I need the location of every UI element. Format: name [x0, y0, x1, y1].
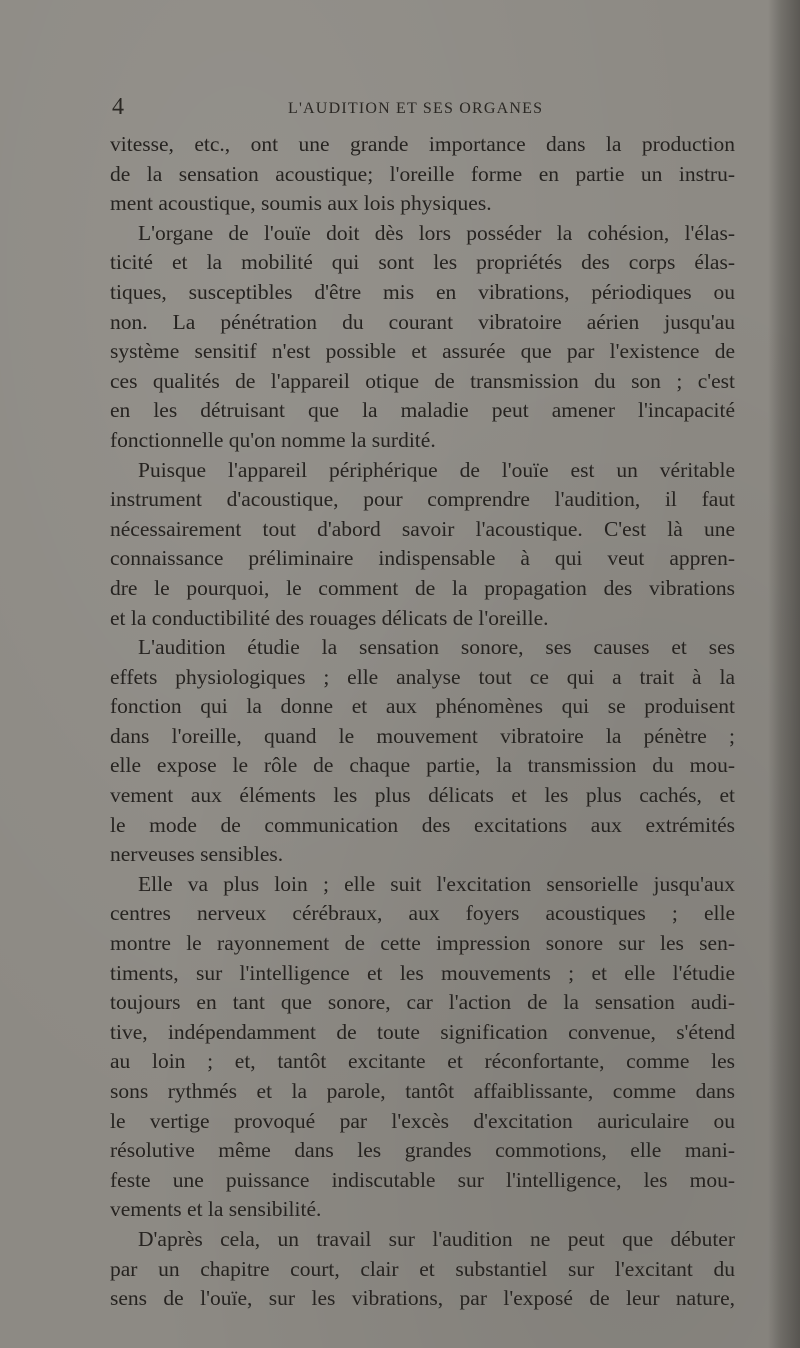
text-line: sons rythmés et la parole, tantôt affaiblissante, comme dans	[110, 1079, 735, 1103]
text-line: toujours en tant que sonore, car l'action de la sensation audi-	[110, 990, 735, 1015]
text-line: résolutive même dans les grandes commotions, elle mani-	[110, 1138, 735, 1163]
page-edge-shadow	[768, 0, 800, 1348]
text-line: L'organe de l'ouïe doit dès lors posséder la cohésion, l'élas-	[138, 220, 735, 245]
text-line: effets physiologiques ; elle analyse tout ce qui a trait à la	[110, 664, 735, 689]
text-line: en les détruisant que la maladie peut amener l'incapacité	[110, 398, 735, 423]
text-line: au loin ; et, tantôt excitante et réconfortante, comme les	[110, 1049, 735, 1074]
text-line: fonctionnelle qu'on nomme la surdité.	[110, 427, 436, 452]
text-line: connaissance préliminaire indispensable à qui veut appren-	[110, 546, 735, 571]
text-line: Puisque l'appareil périphérique de l'ouïe est un véritable	[138, 457, 735, 482]
text-line: fonction qui la donne et aux phénomènes qui se produisent	[110, 694, 735, 719]
text-line: nerveuses sensibles.	[110, 842, 284, 867]
page-header	[112, 94, 732, 124]
text-line: dans l'oreille, quand le mouvement vibratoire la pénètre ;	[110, 723, 735, 748]
text-line: montre le rayonnement de cette impression sonore sur les sen-	[110, 931, 735, 956]
text-line: timents, sur l'intelligence et les mouvements ; et elle l'étudie	[110, 960, 735, 985]
text-line: par un chapitre court, clair et substantiel sur l'excitant du	[110, 1256, 735, 1281]
text-line: vements et la sensibilité.	[110, 1197, 322, 1222]
text-line: sens de l'ouïe, sur les vibrations, par l'exposé de leur nature,	[110, 1286, 735, 1311]
running-title: L'AUDITION ET SES ORGANES	[288, 100, 544, 117]
text-line: vement aux éléments les plus délicats et les plus cachés, et	[110, 783, 735, 808]
text-line: ment acoustique, soumis aux lois physiques.	[110, 191, 492, 216]
text-line: le mode de communication des excitations aux extrémités	[110, 812, 735, 837]
text-line: tive, indépendamment de toute signification convenue, s'étend	[110, 1019, 735, 1044]
text-line: et la conductibilité des rouages délicats de l'oreille.	[110, 605, 549, 630]
text-line: centres nerveux cérébraux, aux foyers acoustiques ; elle	[110, 901, 735, 926]
page-number: 4	[112, 94, 124, 120]
text-line: non. La pénétration du courant vibratoire aérien jusqu'au	[110, 309, 735, 334]
body-text	[110, 130, 735, 1314]
text-line: vitesse, etc., ont une grande importance dans la production	[110, 132, 735, 156]
text-line: ces qualités de l'appareil otique de transmission du son ; c'est	[110, 368, 735, 393]
text-line: dre le pourquoi, le comment de la propagation des vibrations	[110, 575, 735, 600]
text-line: instrument d'acoustique, pour comprendre l'audition, il faut	[110, 487, 735, 512]
text-line: D'après cela, un travail sur l'audition ne peut que débuter	[138, 1226, 735, 1251]
text-line: ticité et la mobilité qui sont les propriétés des corps élas-	[110, 250, 735, 275]
text-line: elle expose le rôle de chaque partie, la transmission du mou-	[110, 753, 735, 778]
text-line: feste une puissance indiscutable sur l'intelligence, les mou-	[110, 1167, 735, 1192]
text-line: système sensitif n'est possible et assurée que par l'existence de	[110, 339, 735, 364]
text-line: Elle va plus loin ; elle suit l'excitation sensorielle jusqu'aux	[138, 871, 735, 896]
text-line: nécessairement tout d'abord savoir l'acoustique. C'est là une	[110, 516, 735, 541]
text-line: tiques, susceptibles d'être mis en vibrations, périodiques ou	[110, 279, 735, 304]
text-line: le vertige provoqué par l'excès d'excitation auriculaire ou	[110, 1108, 735, 1133]
text-line: de la sensation acoustique; l'oreille forme en partie un instru-	[110, 161, 735, 186]
text-line: L'audition étudie la sensation sonore, ses causes et ses	[138, 635, 735, 660]
